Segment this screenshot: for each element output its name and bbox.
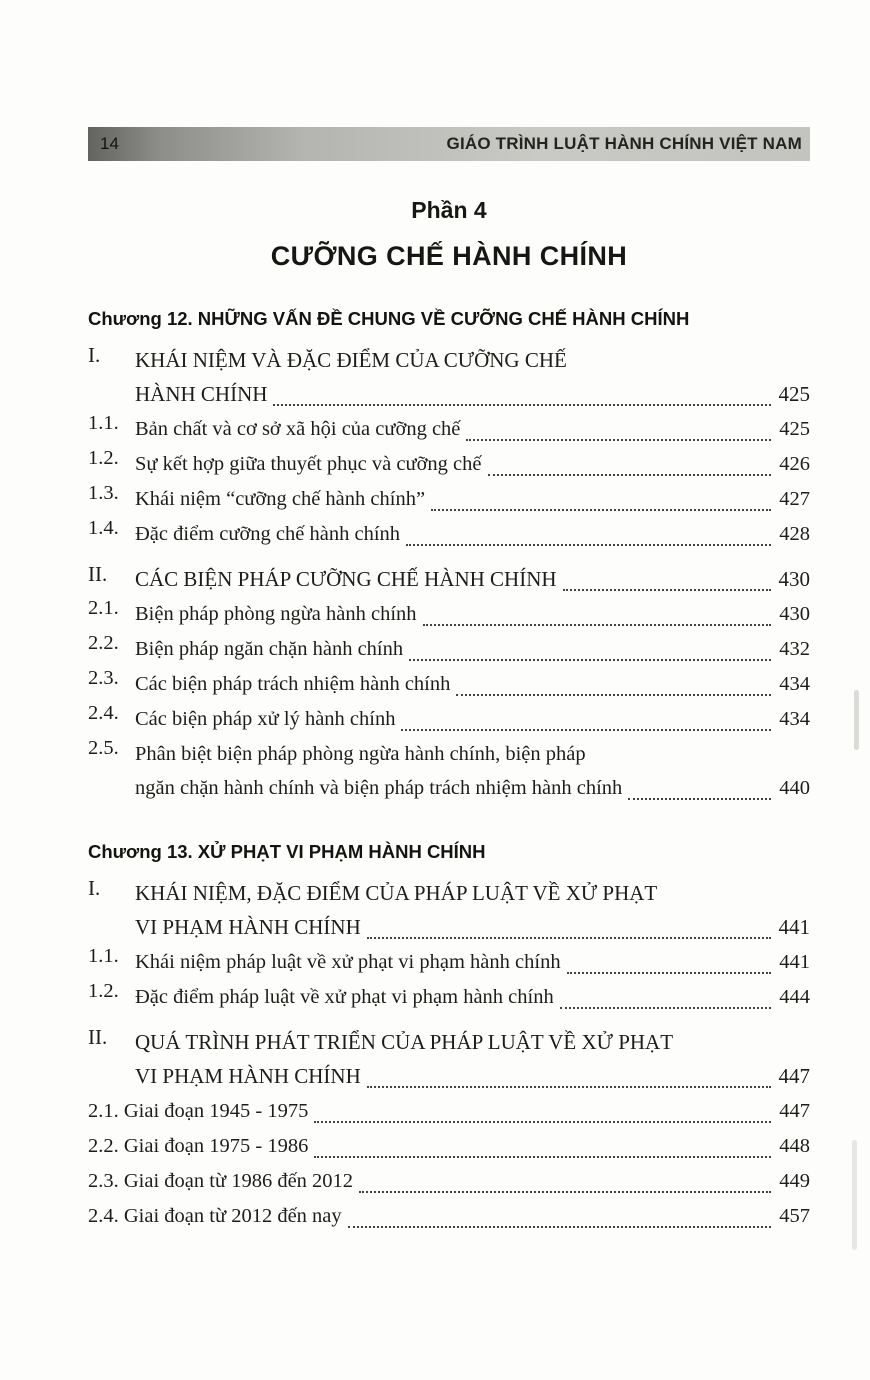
chapter-heading: Chương 13. XỬ PHẠT VI PHẠM HÀNH CHÍNH [88,841,486,862]
dot-leader [273,404,771,406]
entry-text: HÀNH CHÍNH [135,382,268,406]
entry-number: I. [88,343,101,367]
toc-entry [88,1164,810,1198]
book-title: GIÁO TRÌNH LUẬT HÀNH CHÍNH VIỆT NAM [446,134,802,153]
entry-text: VI PHẠM HÀNH CHÍNH [135,1064,361,1088]
entry-lines [135,1025,810,1093]
dot-leader [406,544,771,546]
entry-text: Các biện pháp xử lý hành chính [135,708,396,730]
chapter-heading: Chương 12. NHỮNG VẤN ĐỀ CHUNG VỀ CƯỠNG CHẾ HÀNH CHÍNH [88,308,690,329]
entry-text: 2.3. Giai đoạn từ 1986 đến 2012 [88,1170,354,1192]
toc-chapter [88,841,810,1233]
entry-number: 1.2. [88,980,119,1002]
entry-page-number: 434 [779,708,810,730]
entry-lines [135,737,810,805]
entry-text: Khái niệm pháp luật về xử phạt vi phạm hành chính [135,951,561,973]
entry-lines [135,597,810,631]
toc-entry [88,945,810,979]
entry-number: II. [88,1025,108,1049]
toc-entry [88,1094,810,1128]
dot-leader [488,474,772,476]
entry-text: Đặc điểm cưỡng chế hành chính [135,523,401,545]
dot-leader [409,659,771,661]
entry-line [135,771,810,805]
chapter-entries [88,343,810,805]
entry-number: 1.3. [88,482,119,504]
entry-line [135,562,810,596]
entry-number: 1.1. [88,945,119,967]
entry-text: 2.1. Giai đoạn 1945 - 1975 [88,1100,309,1122]
entry-page-number: 441 [779,951,810,973]
entry-line [88,1164,810,1198]
entry-number: 1.4. [88,517,119,539]
dot-leader [367,1086,771,1088]
entry-number: 2.2. [88,632,119,654]
entry-lines [135,702,810,736]
entry-line [135,702,810,736]
dot-leader [431,509,771,511]
entry-page-number: 441 [778,915,810,939]
entry-lines [135,876,810,944]
entry-line [135,412,810,446]
entry-lines [135,945,810,979]
dot-leader [466,439,771,441]
entry-text: QUÁ TRÌNH PHÁT TRIỂN CỦA PHÁP LUẬT VỀ XỬ PHẠT [135,1030,674,1054]
entry-number: 2.4. [88,702,119,724]
entry-text: ngăn chặn hành chính và biện pháp trách nhiệm hành chính [135,777,623,799]
entry-line [135,517,810,551]
entry-line [135,1025,810,1059]
entry-line [135,377,810,411]
entry-text: KHÁI NIỆM VÀ ĐẶC ĐIỂM CỦA CƯỠNG CHẾ [135,348,567,372]
toc-entry [88,447,810,481]
dot-leader [567,972,771,974]
entry-line [135,737,810,771]
entry-lines [135,517,810,551]
entry-page-number: 457 [779,1205,810,1227]
entry-text: Sự kết hợp giữa thuyết phục và cưỡng chế [135,453,482,475]
entry-line [135,667,810,701]
entry-lines [135,980,810,1014]
entry-lines [135,482,810,516]
page-number: 14 [100,134,119,153]
toc-entry [88,876,810,944]
dot-leader [359,1191,771,1193]
entry-number: 1.2. [88,447,119,469]
toc-entry [88,737,810,805]
entry-text: Biện pháp ngăn chặn hành chính [135,638,404,660]
entry-text: Các biện pháp trách nhiệm hành chính [135,673,451,695]
toc-entry [88,343,810,411]
entry-line [135,597,810,631]
entry-lines [88,1199,810,1233]
toc-entry [88,412,810,446]
entry-page-number: 440 [779,777,810,799]
dot-leader [423,624,771,626]
toc-entry [88,1199,810,1233]
entry-page-number: 447 [779,1100,810,1122]
toc-chapter [88,308,810,805]
entry-line [135,945,810,979]
dot-leader [560,1007,771,1009]
entry-page-number: 430 [779,603,810,625]
dot-leader [314,1121,771,1123]
entry-page-number: 434 [779,673,810,695]
page-header [88,127,810,161]
part-title: CƯỠNG CHẾ HÀNH CHÍNH [270,241,628,271]
entry-page-number: 425 [779,418,810,440]
toc-entry [88,517,810,551]
entry-text: CÁC BIỆN PHÁP CƯỠNG CHẾ HÀNH CHÍNH [135,567,557,591]
toc-entry [88,980,810,1014]
entry-page-number: 449 [779,1170,810,1192]
dot-leader [628,798,771,800]
entry-lines [135,562,810,596]
entry-text: Biện pháp phòng ngừa hành chính [135,603,417,625]
entry-number: II. [88,562,108,586]
entry-line [135,632,810,666]
entry-lines [135,412,810,446]
entry-page-number: 432 [779,638,810,660]
entry-text: Bản chất và cơ sở xã hội của cưỡng chế [135,418,461,440]
entry-text: 2.2. Giai đoạn 1975 - 1986 [88,1135,309,1157]
entry-line [88,1094,810,1128]
entry-number: 2.3. [88,667,119,689]
chapter-entries [88,876,810,1233]
dot-leader [401,729,771,731]
entry-page-number: 425 [778,382,810,406]
entry-page-number: 447 [778,1064,810,1088]
entry-line [135,482,810,516]
entry-text: 2.4. Giai đoạn từ 2012 đến nay [88,1205,342,1227]
toc-entry [88,1025,810,1093]
entry-line [135,343,810,377]
entry-line [135,910,810,944]
entry-line [135,876,810,910]
dot-leader [314,1156,771,1158]
entry-number: I. [88,876,101,900]
entry-text: Phân biệt biện pháp phòng ngừa hành chính, biện pháp [135,743,586,765]
entry-text: Đặc điểm pháp luật về xử phạt vi phạm hành chính [135,986,554,1008]
entry-lines [88,1094,810,1128]
toc-entry [88,482,810,516]
dot-leader [348,1226,771,1228]
entry-page-number: 427 [779,488,810,510]
entry-number: 2.5. [88,737,119,759]
part-label: Phần 4 [411,197,487,223]
entry-line [88,1199,810,1233]
dot-leader [367,937,771,939]
entry-lines [88,1164,810,1198]
toc-entry [88,632,810,666]
entry-lines [135,632,810,666]
entry-number: 2.1. [88,597,119,619]
entry-line [135,447,810,481]
entry-page-number: 448 [779,1135,810,1157]
dot-leader [456,694,771,696]
entry-text: KHÁI NIỆM, ĐẶC ĐIỂM CỦA PHÁP LUẬT VỀ XỬ PHẠT [135,881,658,905]
toc-entry [88,702,810,736]
entry-lines [88,1129,810,1163]
entry-text: VI PHẠM HÀNH CHÍNH [135,915,361,939]
entry-lines [135,447,810,481]
toc-entry [88,597,810,631]
toc-entry [88,667,810,701]
scan-artifact [852,1140,857,1250]
scan-artifact [854,690,859,750]
entry-page-number: 430 [778,567,810,591]
entry-page-number: 426 [779,453,810,475]
toc [88,308,810,1233]
entry-line [135,1059,810,1093]
entry-lines [135,343,810,411]
part-heading [88,197,810,272]
entry-text: Khái niệm “cưỡng chế hành chính” [135,488,426,510]
entry-page-number: 428 [779,523,810,545]
entry-page-number: 444 [779,986,810,1008]
entry-number: 1.1. [88,412,119,434]
toc-entry [88,562,810,596]
entry-line [135,980,810,1014]
entry-line [88,1129,810,1163]
toc-entry [88,1129,810,1163]
entry-lines [135,667,810,701]
dot-leader [563,589,771,591]
